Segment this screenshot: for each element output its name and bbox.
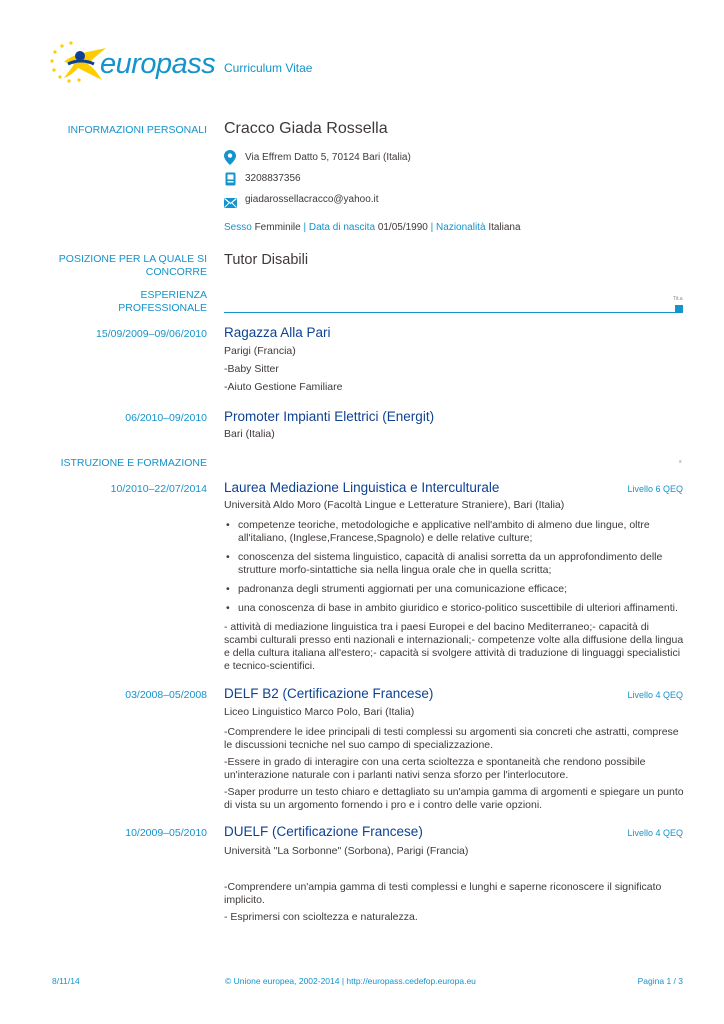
- email-address[interactable]: giadarossellacracco@yahoo.it: [245, 194, 379, 205]
- sex-value: Femminile: [254, 222, 301, 233]
- experience-side-mark: Tit.a: [673, 296, 683, 302]
- cv-title: Curriculum Vitae: [224, 61, 313, 75]
- education-2-dates: 03/2008–05/2008: [125, 689, 207, 701]
- section-divider: [224, 312, 683, 313]
- education-3-para-1: -Comprendere un'ampia gamma di testi complessi e lunghi e saperne riconoscere il significato implicito.: [224, 881, 662, 906]
- phone-icon: [225, 172, 236, 191]
- experience-1-dates: 15/09/2009–09/06/2010: [96, 328, 207, 340]
- divider-marker: [675, 305, 683, 313]
- education-1-paragraph: - attività di mediazione linguistica tra i paesi Europei e del bacino Mediterraneo;- capacità di scambi culturali presso enti nazionali e internazionali;- competenze volte alla diffusione della lingua e della cultura italiana all'estero;- capacità si svolgere attività di traduzione di linguaggi specialistici e tecnico-scientifici.: [224, 621, 684, 672]
- education-1-dates: 10/2010–22/07/2014: [110, 483, 207, 495]
- experience-1-place: Parigi (Francia): [224, 345, 296, 357]
- education-1-level: Livello 6 QEQ: [627, 484, 683, 494]
- education-1-title: Laurea Mediazione Linguistica e Interculturale: [224, 480, 500, 495]
- education-label: ISTRUZIONE E FORMAZIONE: [60, 457, 207, 469]
- education-2-para-2: -Essere in grado di interagire con una certa scioltezza e spontaneità che rendono possibile un'interazione naturale con i parlanti nativi senza sforzo per l'interlocutore.: [224, 756, 646, 781]
- personal-info-label: INFORMAZIONI PERSONALI: [67, 124, 207, 136]
- footer-date: 8/11/14: [52, 976, 80, 986]
- experience-1-line-1: -Baby Sitter: [224, 363, 279, 375]
- position-label: POSIZIONE PER LA QUALE SI CONCORRE: [58, 253, 207, 278]
- experience-1-line-2: -Aiuto Gestione Familiare: [224, 381, 343, 393]
- sex-label: Sesso: [224, 222, 252, 233]
- education-2-school: Liceo Linguistico Marco Polo, Bari (Italia): [224, 706, 415, 718]
- personal-details-line: Sesso Femminile | Data di nascita 01/05/1990 | Nazionalità Italiana: [224, 222, 521, 233]
- experience-label: ESPERIENZA PROFESSIONALE: [118, 289, 207, 314]
- nationality-label: Nazionalità: [436, 222, 486, 233]
- position-value: Tutor Disabili: [224, 252, 309, 268]
- education-2-para-1: -Comprendere le idee principali di testi complessi su argomenti sia concreti che astratti, comprese le discussioni tecniche nel suo campo di specializzazione.: [224, 726, 679, 751]
- education-2-level: Livello 4 QEQ: [627, 690, 683, 700]
- education-2-title: DELF B2 (Certificazione Francese): [224, 686, 434, 701]
- address: Via Effrem Datto 5, 70124 Bari (Italia): [245, 152, 411, 163]
- list-item: • conoscenza del sistema linguistico, capacità di analisi sorretta da un approfondimento delle strutture morfo-sintattiche sia nella lingua orale che in quella scritta;: [224, 551, 684, 577]
- education-3-school: Università "La Sorbonne" (Sorbona), Parigi (Francia): [224, 845, 469, 857]
- education-3-level: Livello 4 QEQ: [627, 828, 683, 838]
- phone-number[interactable]: 3208837356: [245, 173, 301, 184]
- person-name: Cracco Giada Rossella: [224, 120, 388, 137]
- footer-copyright[interactable]: © Unione europea, 2002-2014 | http://europass.cedefop.europa.eu: [225, 976, 476, 986]
- list-item: • una conoscenza di base in ambito giuridico e storico-politico suscettibile di ulteriori affinamenti.: [224, 602, 684, 615]
- experience-2-place: Bari (Italia): [224, 428, 275, 440]
- list-item: • competenze teoriche, metodologiche e applicative nell'ambito di almeno due lingue, oltre all'italiano, (Inglese,Francese,Spagnolo) e delle relative culture;: [224, 519, 684, 545]
- education-1-bullets: [224, 519, 684, 621]
- logo-text: europass: [100, 48, 216, 80]
- location-icon: [224, 150, 236, 170]
- experience-2-title: Promoter Impianti Elettrici (Energit): [224, 409, 435, 424]
- europass-logo: [48, 38, 216, 88]
- email-icon: [224, 195, 237, 213]
- list-item: • padronanza degli strumenti aggiornati per una comunicazione efficace;: [224, 583, 684, 596]
- experience-2-dates: 06/2010–09/2010: [125, 412, 207, 424]
- birth-label: Data di nascita: [308, 222, 376, 233]
- nationality-value: Italiana: [488, 222, 521, 233]
- education-2-para-3: -Saper produrre un testo chiaro e dettagliato su un'ampia gamma di argomenti e spiegare un punto di vista su un argomento fornendo i pro e i contro delle varie opzioni.: [224, 786, 684, 811]
- education-3-para-2: - Esprimersi con scioltezza e naturalezza.: [224, 911, 418, 923]
- education-3-title: DUELF (Certificazione Francese): [224, 824, 423, 839]
- education-side-mark: s: [679, 459, 682, 465]
- footer-page: Pagina 1 / 3: [637, 976, 683, 986]
- education-1-school: Università Aldo Moro (Facoltà Lingue e Letterature Straniere), Bari (Italia): [224, 499, 565, 511]
- experience-1-title: Ragazza Alla Pari: [224, 325, 331, 340]
- education-3-dates: 10/2009–05/2010: [125, 827, 207, 839]
- birth-value: 01/05/1990: [377, 222, 428, 233]
